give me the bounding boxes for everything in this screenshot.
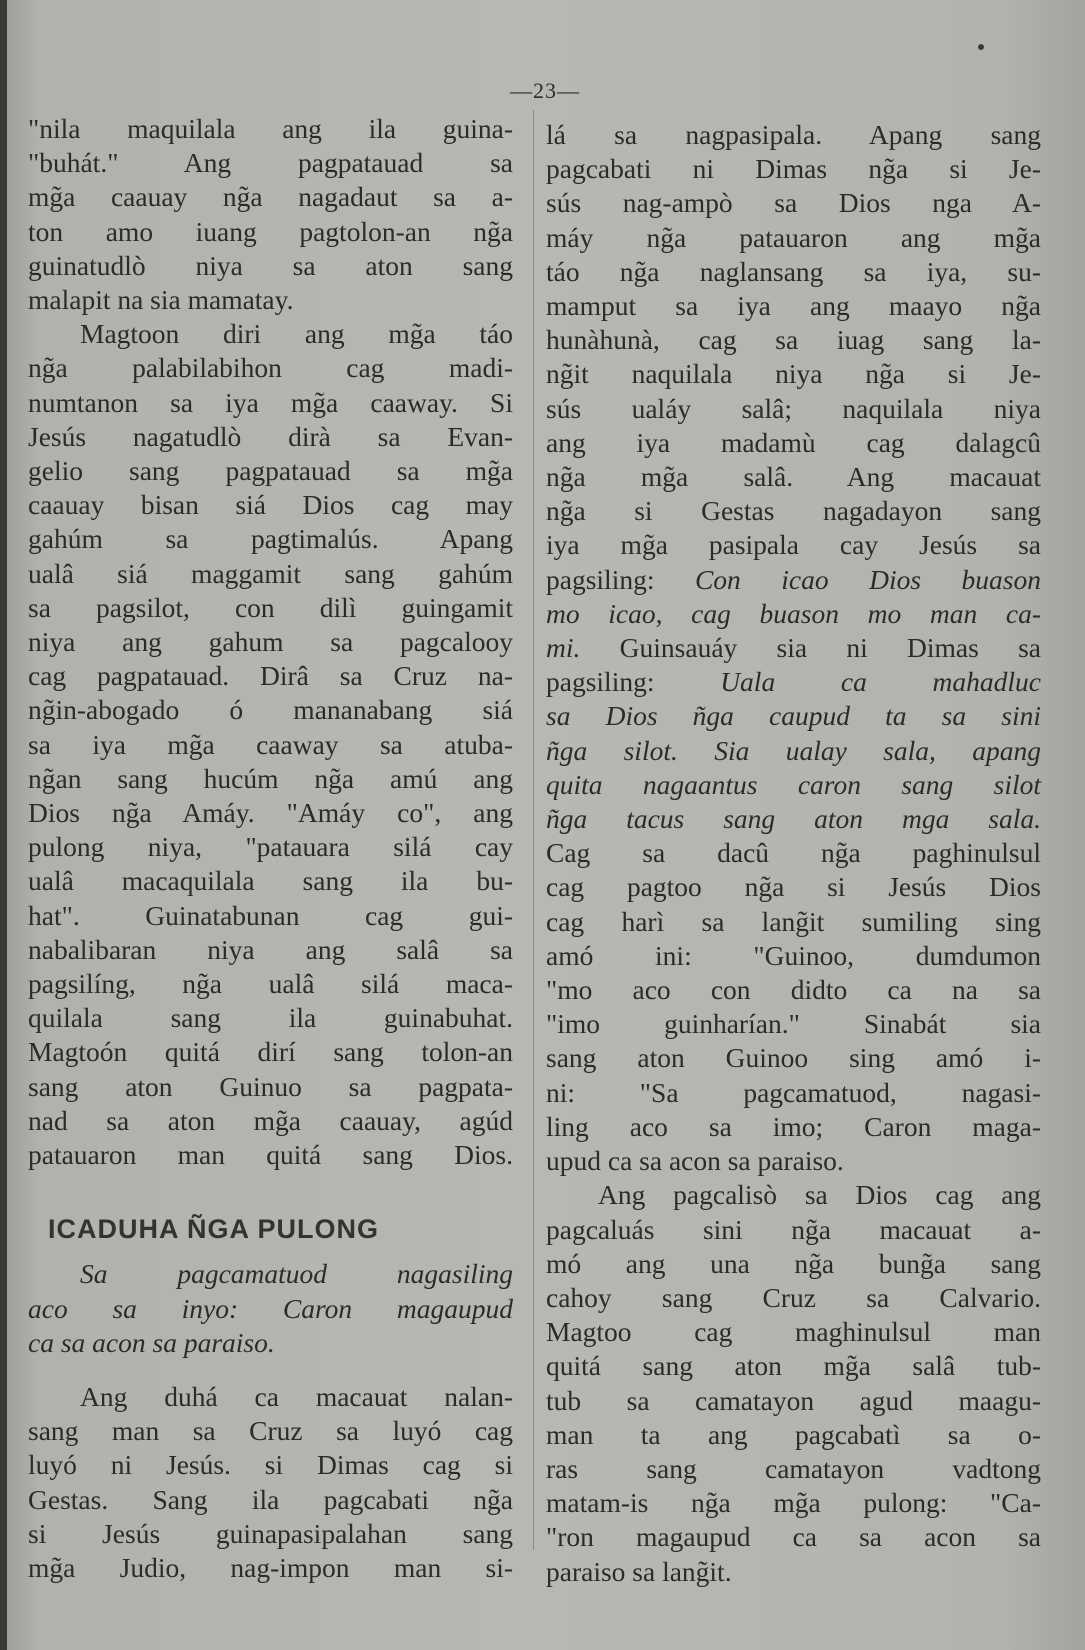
text-line: numtanon sa iya mg̃a caaway. Si (28, 386, 513, 418)
right-paragraph-1 (546, 118, 1041, 836)
text-line: tub sa camatayon agud maagu- (546, 1384, 1041, 1416)
text-line: nabalibaran niya ang salâ sa (28, 933, 513, 965)
italic-quote: Uala ca mahadluc (720, 666, 1041, 698)
text-line: hat". Guinatabunan cag gui- (28, 899, 513, 931)
left-paragraph-2 (28, 317, 513, 1172)
right-paragraph-3 (546, 1178, 1041, 1588)
text-line: táo ng̃a naglansang sa iya, su- (546, 255, 1041, 287)
text-line: matam-is ng̃a mg̃a pulong: "Ca- (546, 1487, 1041, 1519)
text-line: mamput sa iya ang maayo ng̃a (546, 290, 1041, 322)
text-line: sa Dios ñga caupud ta sa sini (546, 700, 1041, 732)
text-line: Cag sa dacû ng̃a paghinulsul (546, 837, 1041, 869)
text-line: ca sa acon sa paraiso. (28, 1326, 275, 1358)
text-line: pagcaluás sini ng̃a macauat a- (546, 1213, 1041, 1245)
text-line: sang man sa Cruz sa luyó cag (28, 1415, 513, 1447)
text-line: ualâ macaquilala sang ila bu- (28, 865, 513, 897)
text-line: ñga silot. Sia ualay sala, apang (546, 734, 1041, 766)
text-line: mo icao, cag buason mo man ca- (546, 597, 1041, 629)
text-line: niya ang gahum sa pagcalooy (28, 626, 513, 658)
text-line: Sa pagcamatuod nagasiling (80, 1258, 513, 1290)
text-line: iya mg̃a pasipala cay Jesús sa (546, 529, 1041, 561)
text-line (546, 631, 1041, 665)
text-line: mó ang una ng̃a bung̃a sang (546, 1247, 1041, 1279)
text-line: malapit na sia mamatay. (28, 284, 294, 316)
text-line: Magtoo cag maghinulsul man (546, 1316, 1041, 1348)
text-line (546, 563, 1041, 597)
text-line: quita nagaantus caron sang silot (546, 768, 1041, 800)
text-line: "ron magaupud ca sa acon sa (546, 1521, 1041, 1553)
text-line: lá sa nagpasipala. Apang sang (546, 119, 1041, 150)
text-line: pagsilíng, ng̃a ualâ silá maca- (28, 968, 513, 1000)
page-edge-shadow (0, 0, 7, 1650)
text-line: pulong niya, "patauara silá cay (28, 831, 513, 863)
text-line: ng̃a mg̃a salâ. Ang macauat (546, 461, 1041, 493)
page-number: —23— (510, 78, 580, 103)
section-heading: ICADUHA ÑGA PULONG (48, 1214, 379, 1245)
text-line: Dios ng̃a Amáy. "Amáy co", ang (28, 797, 513, 829)
text-fragment: Guinsauáy sia ni Dimas sa (619, 632, 1042, 664)
text-line: cag harì sa lang̃it sumiling sing (546, 905, 1041, 937)
text-line: quilala sang ila guinabuhat. (28, 1002, 513, 1034)
left-paragraph-3 (28, 1380, 513, 1585)
text-line: luyó ni Jesús. si Dimas cag si (28, 1449, 513, 1481)
text-line: Magtoón quitá dirí sang tolon-an (28, 1036, 513, 1068)
text-line: ualâ siá maggamit sang gahúm (28, 557, 513, 589)
text-line: ng̃it naquilala niya ng̃a si Je- (546, 358, 1041, 390)
text-line: sús nag-ampò sa Dios nga A- (546, 187, 1041, 219)
text-line: Gestas. Sang ila pagcabati ng̃a (28, 1483, 513, 1515)
text-line: ton amo iuang pagtolon-an ng̃a (28, 215, 513, 247)
text-line: gahúm sa pagtimalús. Apang (28, 523, 513, 555)
text-line: ng̃a palabilabihon cag madi- (28, 352, 513, 384)
text-line: ni: "Sa pagcamatuod, nagasi- (546, 1076, 1041, 1108)
text-line: upud ca sa acon sa paraiso. (546, 1145, 844, 1177)
column-divider (533, 110, 534, 1550)
text-fragment: pagsiling: (546, 666, 655, 698)
text-line: sús ualáy salâ; naquilala niya (546, 392, 1041, 424)
left-paragraph-1 (28, 112, 513, 317)
left-column (28, 112, 513, 1585)
text-fragment: pagsiling: (546, 563, 655, 595)
text-line: ang iya madamù cag dalagcû (546, 426, 1041, 458)
text-line: ras sang camatayon vadtong (546, 1452, 1041, 1484)
text-line: "buhát." Ang pagpatauad sa (28, 147, 513, 179)
text-line: nad sa aton mg̃a caauay, agúd (28, 1104, 513, 1136)
text-line: Ang pagcalisò sa Dios cag ang (598, 1179, 1041, 1211)
text-line: cag pagpatauad. Dirâ sa Cruz na- (28, 660, 513, 692)
text-line: ng̃in-abogado ó mananabang siá (28, 694, 513, 726)
text-line: ling aco sa imo; Caron maga- (546, 1110, 1041, 1142)
text-line: si Jesús guinapasipalahan sang (28, 1517, 513, 1549)
text-line: sa pagsilot, con dilì guingamit (28, 591, 513, 623)
right-paragraph-2 (546, 836, 1041, 1178)
text-line: Magtoon diri ang mg̃a táo (80, 318, 513, 350)
text-line: man ta ang pagcabatì sa o- (546, 1418, 1041, 1450)
text-line: "imo guinharían." Sinabát sia (546, 1008, 1041, 1040)
text-line: "mo aco con didto ca na sa (546, 974, 1041, 1006)
text-line: hunàhunà, cag sa iuag sang la- (546, 324, 1041, 356)
text-line: cahoy sang Cruz sa Calvario. (546, 1281, 1041, 1313)
italic-quote: mi. (546, 632, 581, 664)
text-line: paraiso sa lang̃it. (546, 1555, 732, 1587)
text-line: gelio sang pagpatauad sa mg̃a (28, 455, 513, 487)
text-line (546, 665, 1041, 699)
text-line: aco sa inyo: Caron magaupud (28, 1292, 513, 1324)
text-line: caauay bisan siá Dios cag may (28, 489, 513, 521)
text-line: mg̃a Judio, nag-impon man si- (28, 1551, 513, 1583)
text-line: Ang duhá ca macauat nalan- (80, 1380, 513, 1412)
text-line: sang aton Guinoo sing amó i- (546, 1042, 1041, 1074)
text-line: ng̃an sang hucúm ng̃a amú ang (28, 762, 513, 794)
text-line: guinatudlò niya sa aton sang (28, 249, 513, 281)
ink-speck (978, 44, 984, 50)
text-line: sa iya mg̃a caaway sa atuba- (28, 728, 513, 760)
text-line: máy ng̃a patauaron ang mg̃a (546, 221, 1041, 253)
text-line: ng̃a si Gestas nagadayon sang (546, 495, 1041, 527)
italic-quote: Con icao Dios buason (694, 563, 1042, 595)
text-line: sang aton Guinuo sa pagpata- (28, 1070, 513, 1102)
text-line: Jesús nagatudlò dirà sa Evan- (28, 420, 513, 452)
text-line: pagcabati ni Dimas ng̃a si Je- (546, 153, 1041, 185)
text-line: "nila maquilala ang ila guina- (28, 113, 513, 144)
text-line: quitá sang aton mg̃a salâ tub- (546, 1350, 1041, 1382)
text-line: cag pagtoo ng̃a si Jesús Dios (546, 871, 1041, 903)
text-line: mg̃a caauay ng̃a nagadaut sa a- (28, 181, 513, 213)
right-column (546, 118, 1041, 1589)
text-line: patauaron man quitá sang Dios. (28, 1139, 513, 1171)
text-line: ñga tacus sang aton mga sala. (546, 803, 1041, 835)
italic-verse (28, 1257, 513, 1360)
text-line: amó ini: "Guinoo, dumdumon (546, 939, 1041, 971)
